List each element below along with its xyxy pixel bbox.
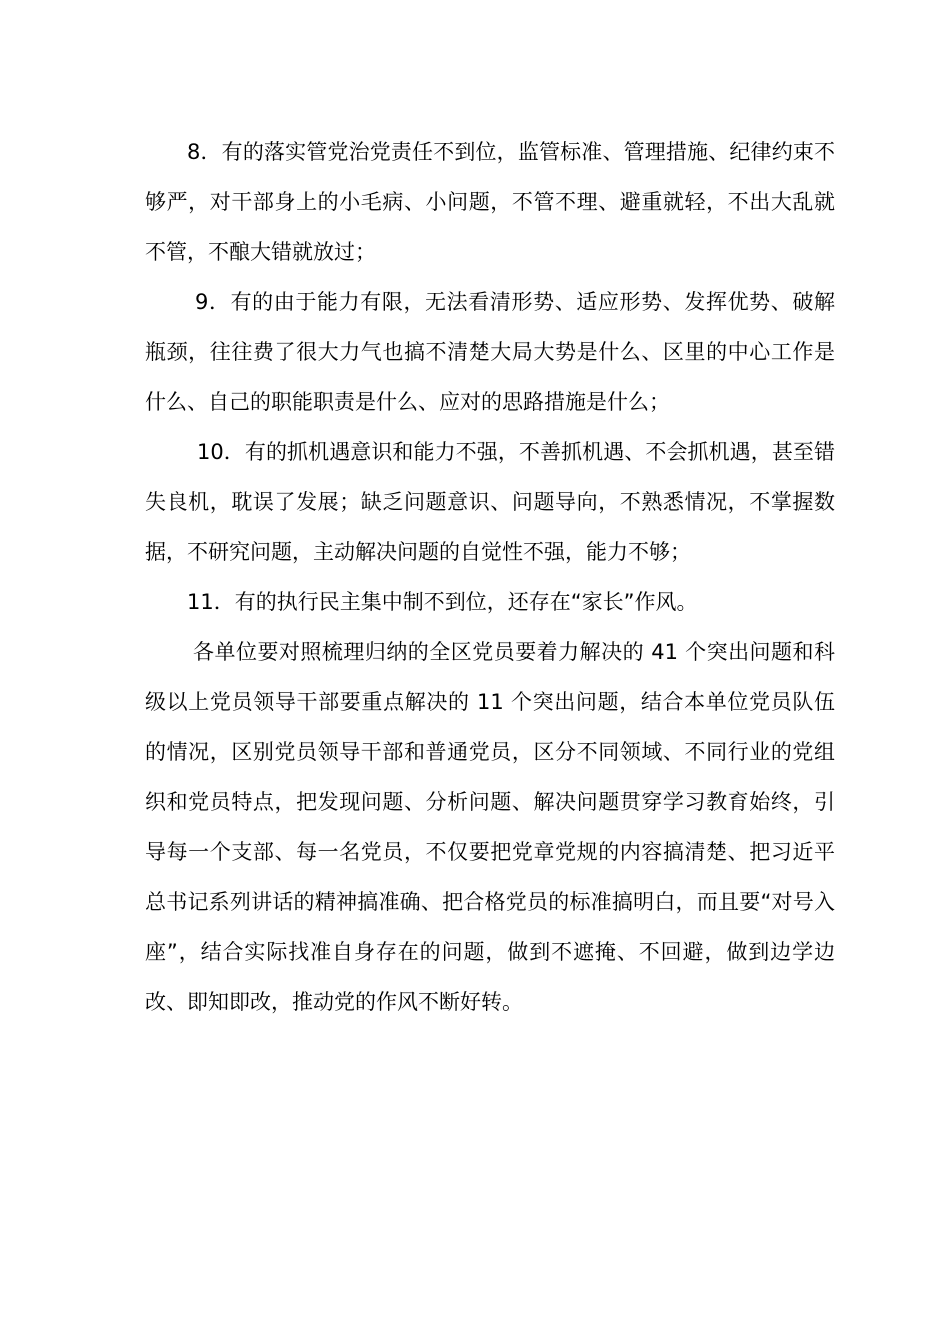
- paragraph-item-9: 9．有的由于能力有限，无法看清形势、适应形势、发挥优势、破解瓶颈，往往费了很大力气也搞不清楚大局大势是什么、区里的中心工作是什么、自己的职能职责是什么、应对的思路措施是什么；: [145, 290, 835, 414]
- paragraph-item-8: 8．有的落实管党治党责任不到位，监管标准、管理措施、纪律约束不够严，对干部身上的小毛病、小问题，不管不理、避重就轻，不出大乱就不管，不酿大错就放过；: [145, 140, 835, 264]
- document-body: [145, 127, 835, 1027]
- paragraph-summary: 各单位要对照梳理归纳的全区党员要着力解决的 41 个突出问题和科级以上党员领导干部要重点解决的 11 个突出问题，结合本单位党员队伍的情况，区别党员领导干部和普通党员，区分不同领域、不同行业的党组织和党员特点，把发现问题、分析问题、解决问题贯穿学习教育始终，引导每一个支部、每一名党员，不仅要把党章党规的内容搞清楚、把习近平总书记系列讲话的精神搞准确、把合格党员的标准搞明白，而且要“对号入座”，结合实际找准自身存在的问题，做到不遮掩、不回避，做到边学边改、即知即改，推动党的作风不断好转。: [145, 640, 835, 1014]
- paragraph-item-11: 11．有的执行民主集中制不到位，还存在“家长”作风。: [187, 590, 698, 614]
- paragraph-item-10: 10．有的抓机遇意识和能力不强，不善抓机遇、不会抓机遇，甚至错失良机，耽误了发展；缺乏问题意识、问题导向，不熟悉情况，不掌握数据，不研究问题，主动解决问题的自觉性不强，能力不够；: [145, 440, 835, 564]
